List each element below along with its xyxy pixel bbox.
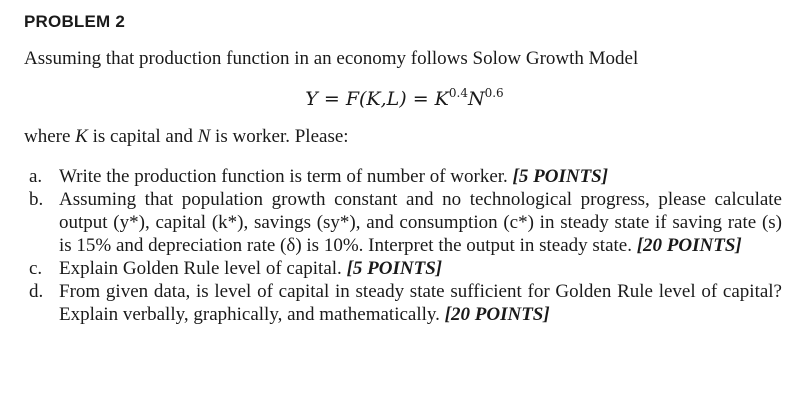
points-label: [5 POINTS] (346, 258, 443, 279)
production-function-equation (0, 86, 809, 110)
question-item-d (24, 280, 782, 326)
equation-worker-symbol: N (467, 88, 485, 110)
question-body: Write the production function is term of number of worker. (59, 166, 513, 187)
question-body: Explain Golden Rule level of capital. (59, 258, 347, 279)
intro-text: Assuming that production function in an economy follows Solow Growth Model (24, 48, 639, 69)
question-marker: a. (29, 166, 43, 187)
question-item-b (24, 188, 782, 257)
question-text (59, 257, 782, 280)
question-marker: d. (29, 281, 44, 302)
worker-symbol: N (197, 126, 211, 147)
exponent-capital: 0.4 (448, 86, 468, 100)
problem-heading: PROBLEM 2 (24, 12, 125, 31)
question-text (59, 165, 782, 188)
equation-lhs: Y = F(K,L) = K (305, 88, 449, 110)
capital-symbol: K (75, 126, 88, 147)
variable-definition (24, 126, 349, 148)
question-marker: b. (29, 189, 44, 210)
points-label: [20 POINTS] (636, 235, 742, 256)
question-body: Assuming that population growth constant and no technological progress, please calculate output (y*), capital (k*), savings (sy*), and consumption (c*) in steady state if saving rate (s) is 15% and depreciation rate (δ) is 10%. Interpret the output in steady state. (59, 189, 782, 256)
question-body: From given data, is level of capital in steady state sufficient for Golden Rule level of capital? Explain verbally, graphically, and mathematically. (59, 281, 782, 325)
where-part-3: is worker. Please: (210, 126, 349, 147)
question-item-a (24, 165, 782, 188)
question-text (59, 188, 782, 257)
question-marker: c. (29, 258, 43, 279)
question-list (24, 165, 782, 326)
exponent-worker: 0.6 (484, 86, 504, 100)
where-part-1: where (24, 126, 76, 147)
where-part-2: is capital and (87, 126, 198, 147)
points-label: [5 POINTS] (512, 166, 609, 187)
question-text (59, 280, 782, 326)
question-item-c (24, 257, 782, 280)
points-label: [20 POINTS] (444, 304, 550, 325)
